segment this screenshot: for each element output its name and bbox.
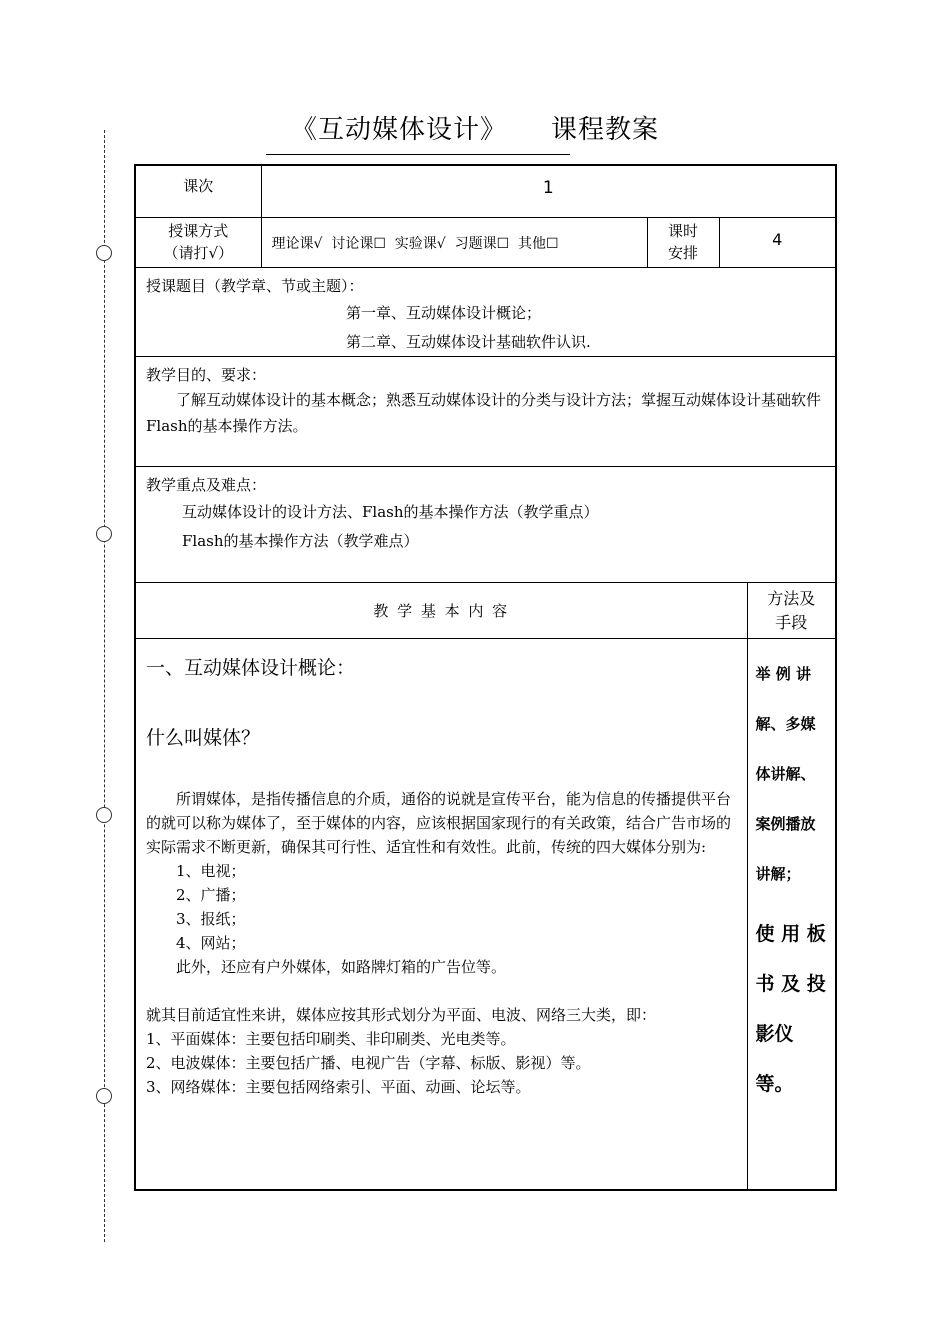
row-objectives: [135, 356, 836, 466]
method-line: 使 用 板: [755, 922, 826, 945]
topic-line-1: 第一章、互动媒体设计概论；: [346, 303, 542, 322]
content-paragraph-1: 所谓媒体，是指传播信息的介质，通俗的说就是宣传平台，能为信息的传播提供平台的就可以称为媒体了，至于媒体的内容，应该根据国家现行的有关政策，结合广告市场的实际需求不断更新，确保其可行性、适宜性和有效性。此前，传统的四大媒体分别为:: [146, 789, 732, 856]
content-paragraph-2: 此外，还应有户外媒体，如路牌灯箱的广告位等。: [176, 957, 507, 976]
lesson-plan-table: [134, 164, 837, 1191]
content-paragraph-3: 就其目前适宜性来讲，媒体应按其形式划分为平面、电波、网络三大类，即：: [146, 1005, 657, 1024]
media-list-item: 2、广播；: [176, 885, 246, 904]
page-title: [0, 112, 950, 148]
content-heading-2: 什么叫媒体？: [146, 726, 261, 749]
teaching-mode-options: 理论课√ 讨论课☐ 实验课√ 习题课☐ 其他☐: [261, 217, 647, 267]
title-underline: [266, 154, 570, 155]
key-point-1: 互动媒体设计的设计方法、Flash的基本操作方法（教学重点）: [182, 502, 599, 521]
media-category-item: 1、平面媒体：主要包括印刷类、非印刷类、光电类等。: [146, 1029, 516, 1048]
media-list-item: 4、网站；: [176, 933, 246, 952]
method-line: 举 例 讲: [755, 664, 811, 683]
content-heading-1: 一、互动媒体设计概论：: [146, 656, 356, 679]
objectives-label: 教学目的、要求：: [146, 365, 267, 384]
content-header-method-line2: 手段: [775, 612, 808, 632]
row-lesson-number: [135, 165, 836, 217]
row-content-body: [135, 638, 836, 1190]
teaching-mode-label: [135, 217, 261, 267]
content-header-method: [747, 582, 836, 638]
media-category-item: 2、电波媒体：主要包括广播、电视广告（字幕、标版、影视）等。: [146, 1053, 591, 1072]
method-line: 讲解；: [755, 864, 801, 883]
media-category-item: 3、网络媒体：主要包括网络索引、平面、动画、论坛等。: [146, 1077, 531, 1096]
class-hours-label-line2: 安排: [667, 243, 698, 262]
topic-cell: [135, 267, 836, 356]
method-line: 案例播放: [755, 814, 816, 833]
teaching-mode-label-line1: 授课方式: [168, 221, 229, 240]
topic-line-2: 第二章、互动媒体设计基础软件认识.: [346, 332, 591, 351]
binding-hole: [96, 245, 112, 261]
class-hours-value: 4: [719, 217, 836, 267]
method-line: 解、多媒: [755, 714, 816, 733]
content-header-main: 教 学 基 本 内 容: [135, 582, 747, 638]
content-body-cell: [135, 638, 747, 1190]
title-suffix: 课程教案: [551, 115, 660, 145]
media-list-item: 1、电视；: [176, 861, 246, 880]
class-hours-label-line1: 课时: [667, 221, 698, 240]
content-header-method-line1: 方法及: [767, 588, 816, 608]
key-points-label: 教学重点及难点：: [146, 475, 267, 494]
row-topic: [135, 267, 836, 356]
row-key-points: [135, 466, 836, 582]
methods-cell: [747, 638, 836, 1190]
binding-dashed-line: [104, 130, 105, 1242]
teaching-mode-label-line2: （请打√）: [163, 243, 234, 262]
lesson-number-label: 课次: [135, 165, 261, 217]
key-point-2: Flash的基本操作方法（教学难点）: [182, 531, 419, 550]
binding-hole: [96, 807, 112, 823]
objectives-text: 了解互动媒体设计的基本概念；熟悉互动媒体设计的分类与设计方法；掌握互动媒体设计基础软件Flash的基本操作方法。: [146, 390, 822, 435]
topic-label: 授课题目（教学章、节或主题）：: [146, 276, 364, 295]
objectives-cell: [135, 356, 836, 466]
media-list-item: 3、报纸；: [176, 909, 246, 928]
method-line: 体讲解、: [755, 764, 816, 783]
row-teaching-mode: [135, 217, 836, 267]
method-line: 书 及 投: [755, 972, 826, 995]
class-hours-label: [647, 217, 719, 267]
binding-hole: [96, 526, 112, 542]
title-course-name: 《互动媒体设计》: [290, 115, 507, 145]
key-points-cell: [135, 466, 836, 582]
row-content-header: [135, 582, 836, 638]
binding-hole: [96, 1088, 112, 1104]
method-line: 影仪等。: [755, 1022, 794, 1095]
lesson-number-value: 1: [261, 165, 836, 217]
